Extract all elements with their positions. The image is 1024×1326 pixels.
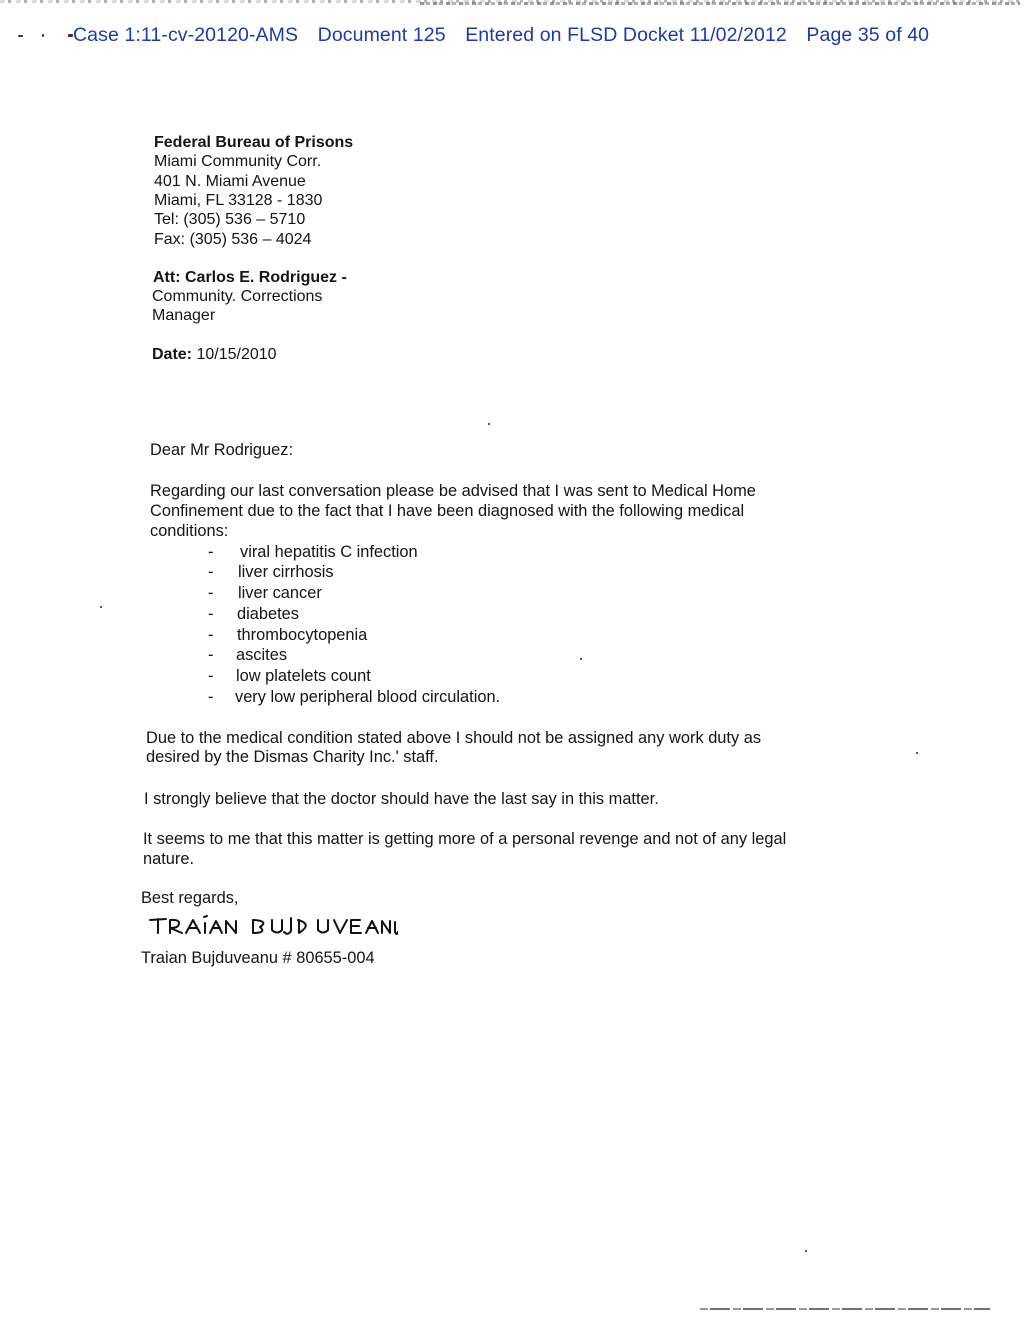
scan-speck <box>580 658 582 660</box>
salutation: Dear Mr Rodriguez: <box>150 441 294 459</box>
date-line <box>152 345 277 365</box>
date-value: 10/15/2010 <box>196 346 277 363</box>
condition-list-item <box>208 645 508 666</box>
paragraph-2-line-1: Due to the medical condition stated above I should not be assigned any work duty as <box>146 729 762 747</box>
court-docket-header <box>73 24 943 47</box>
condition-bullet: - <box>208 543 214 561</box>
date-label: Date: <box>152 346 193 363</box>
scan-speck <box>916 752 918 754</box>
condition-bullet: - <box>208 605 214 623</box>
condition-list-item <box>208 687 568 708</box>
docket-entry-date: Entered on FLSD Docket 11/02/2012 <box>465 24 787 46</box>
condition-text: liver cirrhosis <box>238 563 334 581</box>
condition-text: thrombocytopenia <box>237 626 368 644</box>
paragraph-4-line-2: nature. <box>143 850 195 868</box>
intro-line-2: Confinement due to the fact that I have been diagnosed with the following medical <box>150 502 745 520</box>
paragraph-2-line-2: desired by the Dismas Charity Inc.' staff. <box>146 748 439 766</box>
attention-title-line-1: Community. Corrections <box>152 288 323 305</box>
document-number: Document 125 <box>317 24 446 46</box>
condition-list-item <box>208 666 508 687</box>
recipient-tel: Tel: (305) 536 – 5710 <box>154 211 306 228</box>
recipient-street: 401 N. Miami Avenue <box>154 173 306 190</box>
condition-text: very low peripheral blood circulation. <box>235 688 501 706</box>
attention-name: Carlos E. Rodriguez - <box>185 269 347 286</box>
recipient-fax: Fax: (305) 536 – 4024 <box>154 231 312 248</box>
scan-mark <box>42 34 44 37</box>
condition-bullet: - <box>208 626 214 644</box>
attention-label: Att: <box>153 269 181 286</box>
condition-list-item <box>208 562 508 583</box>
condition-text: ascites <box>236 646 288 664</box>
scan-mark <box>18 35 23 37</box>
condition-text: low platelets count <box>236 667 371 685</box>
condition-bullet: - <box>208 667 214 685</box>
condition-bullet: - <box>208 646 214 664</box>
condition-list-item <box>208 625 508 646</box>
condition-bullet: - <box>208 688 214 706</box>
condition-list-item <box>208 583 508 604</box>
scan-speck <box>805 1250 807 1252</box>
intro-line-3: conditions: <box>150 522 229 540</box>
closing: Best regards, <box>141 889 239 907</box>
scan-speck <box>488 423 490 425</box>
scan-top-noise <box>420 2 1020 5</box>
scan-speck <box>100 606 102 608</box>
condition-bullet: - <box>208 563 214 581</box>
condition-list-item <box>208 542 508 563</box>
paragraph-3: I strongly believe that the doctor should have the last say in this matter. <box>144 790 659 808</box>
condition-text: diabetes <box>237 605 299 623</box>
condition-text: viral hepatitis C infection <box>240 543 418 561</box>
recipient-office: Miami Community Corr. <box>154 153 322 170</box>
handwritten-signature <box>148 912 398 942</box>
attention-title-line-2: Manager <box>152 307 216 324</box>
scan-bottom-edge <box>700 1308 990 1310</box>
condition-text: liver cancer <box>238 584 322 602</box>
page-number: Page 35 of 40 <box>806 24 930 46</box>
condition-list-item <box>208 604 508 625</box>
paragraph-4-line-1: It seems to me that this matter is getting more of a personal revenge and not of any legal <box>143 830 787 848</box>
attention-line <box>153 268 347 288</box>
case-number: Case 1:11-cv-20120-AMS <box>73 24 299 46</box>
intro-line-1: Regarding our last conversation please be advised that I was sent to Medical Home <box>150 482 756 500</box>
signer-name: Traian Bujduveanu # 80655-004 <box>141 949 375 967</box>
recipient-organization: Federal Bureau of Prisons <box>154 134 354 151</box>
recipient-city: Miami, FL 33128 - 1830 <box>154 192 323 209</box>
condition-bullet: - <box>208 584 214 602</box>
